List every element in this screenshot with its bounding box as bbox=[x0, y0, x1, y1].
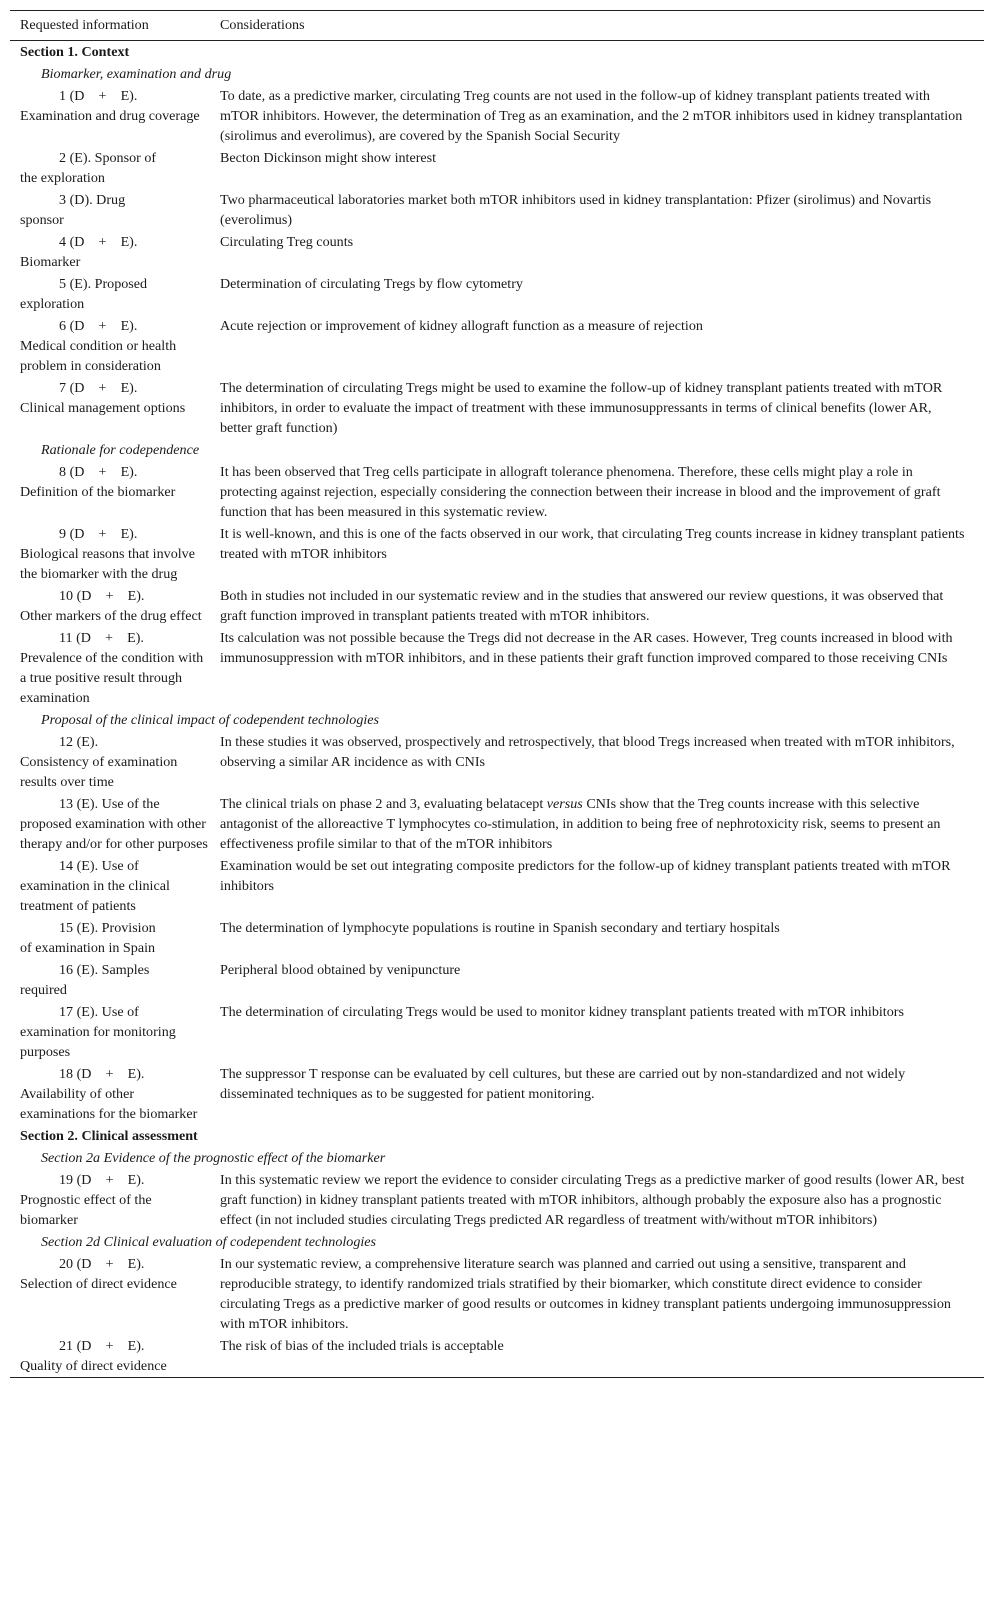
subsection-row bbox=[10, 1231, 984, 1253]
requested-information-cell bbox=[10, 523, 210, 585]
table-row bbox=[10, 731, 984, 793]
item-number: 1 (D + E). bbox=[59, 88, 138, 104]
table-header-row bbox=[10, 11, 984, 41]
considerations-cell: The suppressor T response can be evaluated by cell cultures, but these are carried out by non-standardized and not widely disseminated techniques as to be suggested for patient monitoring. bbox=[220, 1066, 906, 1102]
item-label: examination for monitoring purposes bbox=[20, 1024, 176, 1060]
requested-information-cell bbox=[10, 189, 210, 231]
considerations-cell: The determination of circulating Tregs would be used to monitor kidney transplant patients treated with mTOR inhibitors bbox=[220, 1004, 904, 1020]
requested-information-cell bbox=[10, 1169, 210, 1231]
item-number: 15 (E). Provision bbox=[59, 920, 156, 936]
considerations-cell: In these studies it was observed, prospectively and retrospectively, that blood Tregs increased when treated with mTOR inhibitors, observing a similar AR incidence as with CNIs bbox=[220, 734, 955, 770]
requested-information-cell bbox=[10, 917, 210, 959]
item-label: examination in the clinical treatment of patients bbox=[20, 878, 170, 914]
table-row bbox=[10, 273, 984, 315]
considerations-cell bbox=[210, 793, 984, 855]
requested-information-cell bbox=[10, 85, 210, 147]
table-row bbox=[10, 461, 984, 523]
item-number: 19 (D + E). bbox=[59, 1172, 145, 1188]
subsection-row bbox=[10, 709, 984, 731]
requested-information-cell bbox=[10, 231, 210, 273]
requested-information-cell bbox=[10, 793, 210, 855]
subsection-row bbox=[10, 439, 984, 461]
item-number: 21 (D + E). bbox=[59, 1338, 145, 1354]
requested-information-cell bbox=[10, 315, 210, 377]
item-number: 20 (D + E). bbox=[59, 1256, 145, 1272]
table-row bbox=[10, 1335, 984, 1378]
item-label: Quality of direct evidence bbox=[20, 1358, 167, 1374]
table-row bbox=[10, 189, 984, 231]
requested-information-cell bbox=[10, 1001, 210, 1063]
requested-information-cell bbox=[10, 855, 210, 917]
considerations-cell: In this systematic review we report the evidence to consider circulating Tregs as a predictive marker of good results (lower AR, best graft function) in kidney transplant patients treated with mTOR inhibitors, although probably the exposure also has a prognostic effect (in not included studies circulating Tregs predicted AR regardless of treatment with/without mTOR inhibitors) bbox=[220, 1172, 965, 1228]
item-number: 16 (E). Samples bbox=[59, 962, 150, 978]
table-row bbox=[10, 793, 984, 855]
item-label: Other markers of the drug effect bbox=[20, 608, 202, 624]
item-label: Prevalence of the condition with a true positive result through examination bbox=[20, 650, 204, 706]
table-body bbox=[10, 41, 984, 1378]
table-row bbox=[10, 85, 984, 147]
table-row bbox=[10, 1169, 984, 1231]
section-row bbox=[10, 1125, 984, 1147]
subsection-title: Biomarker, examination and drug bbox=[41, 66, 232, 82]
considerations-text: CNIs show that the Treg counts increase with this selective antagonist of the alloreactive T lymphocytes co-stimulation, in addition to being free of nephrotoxicity risk, seems to present an effectiveness profile similar to that of the mTOR inhibitors bbox=[220, 796, 941, 852]
considerations-cell: It has been observed that Treg cells participate in allograft tolerance phenomena. Therefore, these cells might play a role in protecting against rejection, especially considering the connection between their increase in blood and the improvement of graft function that has been measured in this systematic review. bbox=[220, 464, 941, 520]
item-number: 11 (D + E). bbox=[59, 630, 144, 646]
considerations-cell: Its calculation was not possible because the Tregs did not decrease in the AR cases. However, Treg counts increased in blood with immunosuppression with mTOR inhibitors, and in these patients their graft function improved compared to those receiving CNIs bbox=[220, 630, 953, 666]
header-considerations: Considerations bbox=[220, 17, 305, 33]
requested-information-cell bbox=[10, 461, 210, 523]
considerations-cell: The determination of circulating Tregs might be used to examine the follow-up of kidney transplant patients treated with mTOR inhibitors, in order to evaluate the impact of treatment with these immunosuppressants in terms of clinical benefits (lower AR, better graft function) bbox=[220, 380, 943, 436]
table-row bbox=[10, 917, 984, 959]
item-number: 18 (D + E). bbox=[59, 1066, 145, 1082]
requested-information-cell bbox=[10, 627, 210, 709]
item-label: Consistency of examination results over time bbox=[20, 754, 178, 790]
item-number: 7 (D + E). bbox=[59, 380, 138, 396]
considerations-cell: The determination of lymphocyte populations is routine in Spanish secondary and tertiary hospitals bbox=[220, 920, 780, 936]
subsection-row bbox=[10, 63, 984, 85]
subsection-title: Rationale for codependence bbox=[41, 442, 200, 458]
item-label: of examination in Spain bbox=[20, 940, 156, 956]
item-label: Prognostic effect of the biomarker bbox=[20, 1192, 152, 1228]
subsection-title: Section 2d Clinical evaluation of codependent technologies bbox=[41, 1234, 377, 1250]
considerations-cell: Peripheral blood obtained by venipuncture bbox=[220, 962, 461, 978]
item-number: 17 (E). Use of bbox=[59, 1004, 139, 1020]
item-number: 5 (E). Proposed bbox=[59, 276, 148, 292]
table-row bbox=[10, 855, 984, 917]
item-number: 6 (D + E). bbox=[59, 318, 138, 334]
considerations-cell: The risk of bias of the included trials is acceptable bbox=[220, 1338, 504, 1354]
item-label: Availability of other examinations for the biomarker bbox=[20, 1086, 198, 1122]
item-label: the exploration bbox=[20, 170, 105, 186]
item-label: sponsor bbox=[20, 212, 64, 228]
item-label: Biological reasons that involve the biomarker with the drug bbox=[20, 546, 195, 582]
table-row bbox=[10, 959, 984, 1001]
table-row bbox=[10, 523, 984, 585]
document bbox=[10, 10, 984, 1378]
item-number: 4 (D + E). bbox=[59, 234, 138, 250]
item-label: exploration bbox=[20, 296, 85, 312]
requested-information-cell bbox=[10, 273, 210, 315]
subsection-title: Section 2a Evidence of the prognostic effect of the biomarker bbox=[41, 1150, 386, 1166]
item-number: 2 (E). Sponsor of bbox=[59, 150, 157, 166]
considerations-cell: Two pharmaceutical laboratories market both mTOR inhibitors used in kidney transplantation: Pfizer (sirolimus) and Novartis (everolimus) bbox=[220, 192, 932, 228]
considerations-cell: It is well-known, and this is one of the facts observed in our work, that circulating Treg counts increase in kidney transplant patients treated with mTOR inhibitors bbox=[220, 526, 965, 562]
table-row bbox=[10, 377, 984, 439]
table-row bbox=[10, 231, 984, 273]
considerations-cell: Both in studies not included in our systematic review and in the studies that answered our review questions, it was observed that graft function improved in transplant patients treated with mTOR inhibitors. bbox=[220, 588, 944, 624]
table-row bbox=[10, 585, 984, 627]
table-row bbox=[10, 315, 984, 377]
considerations-cell: Circulating Treg counts bbox=[220, 234, 354, 250]
item-label: Clinical management options bbox=[20, 400, 186, 416]
requested-information-cell bbox=[10, 585, 210, 627]
item-label: Medical condition or health problem in consideration bbox=[20, 338, 177, 374]
requested-information-cell bbox=[10, 1335, 210, 1378]
item-number: 8 (D + E). bbox=[59, 464, 138, 480]
item-label: Selection of direct evidence bbox=[20, 1276, 177, 1292]
item-number: 9 (D + E). bbox=[59, 526, 138, 542]
table-row bbox=[10, 1253, 984, 1335]
item-label: Biomarker bbox=[20, 254, 81, 270]
requested-information-cell bbox=[10, 147, 210, 189]
requirements-table bbox=[10, 10, 984, 1378]
considerations-cell: Acute rejection or improvement of kidney allograft function as a measure of rejection bbox=[220, 318, 703, 334]
item-number: 14 (E). Use of bbox=[59, 858, 139, 874]
item-label: Examination and drug coverage bbox=[20, 108, 200, 124]
section-row bbox=[10, 41, 984, 64]
considerations-text: The clinical trials on phase 2 and 3, evaluating belatacept bbox=[220, 796, 547, 812]
considerations-cell: In our systematic review, a comprehensive literature search was planned and carried out using a sensitive, transparent and reproducible strategy, to identify randomized trials stratified by their biomarker, which constitute direct evidence to consider circulating Tregs as a predictive marker of good results or outcomes in kidney transplant patients undergoing immunosuppression with mTOR inhibitors. bbox=[220, 1256, 951, 1332]
item-number: 10 (D + E). bbox=[59, 588, 145, 604]
header-requested-information: Requested information bbox=[20, 17, 149, 33]
item-label: required bbox=[20, 982, 67, 998]
item-number: 13 (E). Use of the bbox=[59, 796, 160, 812]
table-row bbox=[10, 627, 984, 709]
item-label: proposed examination with other therapy and/or for other purposes bbox=[20, 816, 208, 852]
subsection-row bbox=[10, 1147, 984, 1169]
requested-information-cell bbox=[10, 1253, 210, 1335]
requested-information-cell bbox=[10, 731, 210, 793]
table-row bbox=[10, 147, 984, 189]
considerations-cell: Examination would be set out integrating composite predictors for the follow-up of kidney transplant patients treated with mTOR inhibitors bbox=[220, 858, 951, 894]
considerations-cell: Determination of circulating Tregs by flow cytometry bbox=[220, 276, 523, 292]
section-title: Section 2. Clinical assessment bbox=[20, 1128, 198, 1144]
table-row bbox=[10, 1001, 984, 1063]
considerations-emphasis: versus bbox=[546, 796, 583, 812]
considerations-cell: To date, as a predictive marker, circulating Treg counts are not used in the follow-up of kidney transplant patients treated with mTOR inhibitors. However, the determination of Treg as an examination, and the 2 mTOR inhibitors used in kidney transplantation (sirolimus and everolimus), are covered by the Spanish Social Security bbox=[220, 88, 963, 144]
item-number: 12 (E). bbox=[59, 734, 99, 750]
requested-information-cell bbox=[10, 959, 210, 1001]
requested-information-cell bbox=[10, 1063, 210, 1125]
table-row bbox=[10, 1063, 984, 1125]
subsection-title: Proposal of the clinical impact of codependent technologies bbox=[41, 712, 380, 728]
section-title: Section 1. Context bbox=[20, 44, 130, 60]
requested-information-cell bbox=[10, 377, 210, 439]
item-number: 3 (D). Drug bbox=[59, 192, 126, 208]
item-label: Definition of the biomarker bbox=[20, 484, 176, 500]
considerations-cell: Becton Dickinson might show interest bbox=[220, 150, 437, 166]
